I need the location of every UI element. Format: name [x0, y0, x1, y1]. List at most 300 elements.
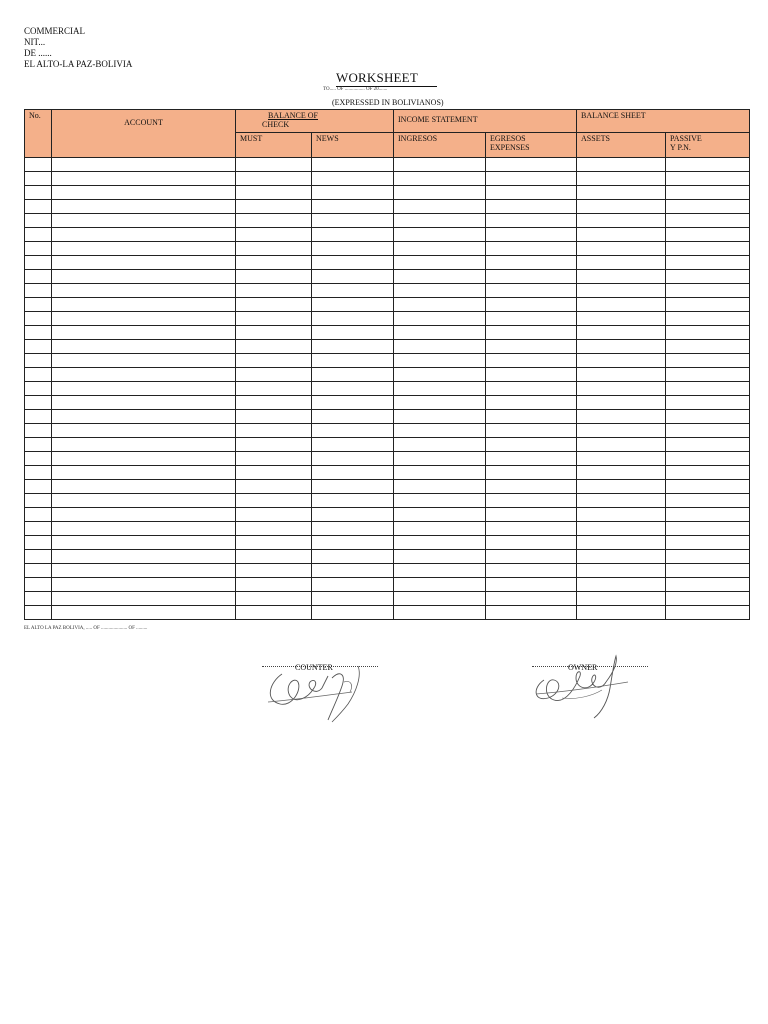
header-balance-sheet: BALANCE SHEET [577, 110, 750, 133]
table-row [25, 284, 750, 298]
cell-must [236, 298, 312, 312]
cell-egresos [486, 284, 577, 298]
cell-must [236, 228, 312, 242]
table-row [25, 578, 750, 592]
cell-news [312, 424, 394, 438]
place-date-line: EL ALTO LA PAZ BOLIVIA, ..... OF ..................... OF ......... [24, 626, 148, 631]
cell-account [52, 242, 236, 256]
cell-ingresos [394, 396, 486, 410]
cell-must [236, 200, 312, 214]
cell-no [25, 312, 52, 326]
cell-assets [577, 186, 666, 200]
balance-of-line2: CHECK [262, 120, 290, 129]
cell-account [52, 172, 236, 186]
cell-assets [577, 550, 666, 564]
cell-account [52, 522, 236, 536]
document-subtitle: (EXPRESSED IN BOLIVIANOS) [332, 98, 444, 107]
cell-news [312, 368, 394, 382]
table-row [25, 564, 750, 578]
cell-no [25, 354, 52, 368]
cell-ingresos [394, 438, 486, 452]
cell-news [312, 172, 394, 186]
table-row [25, 158, 750, 172]
cell-must [236, 242, 312, 256]
cell-ingresos [394, 382, 486, 396]
cell-no [25, 382, 52, 396]
cell-ingresos [394, 606, 486, 620]
cell-egresos [486, 326, 577, 340]
cell-egresos [486, 382, 577, 396]
cell-must [236, 550, 312, 564]
cell-assets [577, 256, 666, 270]
cell-news [312, 298, 394, 312]
cell-passive [666, 606, 750, 620]
cell-must [236, 592, 312, 606]
cell-must [236, 382, 312, 396]
cell-egresos [486, 564, 577, 578]
cell-account [52, 396, 236, 410]
cell-assets [577, 410, 666, 424]
cell-ingresos [394, 172, 486, 186]
cell-must [236, 424, 312, 438]
cell-must [236, 522, 312, 536]
table-row [25, 508, 750, 522]
cell-egresos [486, 424, 577, 438]
cell-no [25, 242, 52, 256]
cell-account [52, 410, 236, 424]
cell-news [312, 242, 394, 256]
cell-no [25, 592, 52, 606]
cell-assets [577, 606, 666, 620]
cell-no [25, 200, 52, 214]
cell-ingresos [394, 410, 486, 424]
cell-egresos [486, 508, 577, 522]
cell-news [312, 326, 394, 340]
cell-passive [666, 396, 750, 410]
cell-no [25, 172, 52, 186]
cell-no [25, 396, 52, 410]
cell-must [236, 186, 312, 200]
cell-egresos [486, 550, 577, 564]
cell-egresos [486, 480, 577, 494]
table-row [25, 382, 750, 396]
cell-news [312, 270, 394, 284]
cell-no [25, 452, 52, 466]
cell-account [52, 550, 236, 564]
cell-must [236, 256, 312, 270]
cell-assets [577, 368, 666, 382]
cell-assets [577, 340, 666, 354]
table-row [25, 172, 750, 186]
header-must: MUST [236, 133, 312, 158]
cell-assets [577, 326, 666, 340]
cell-egresos [486, 256, 577, 270]
cell-egresos [486, 214, 577, 228]
cell-passive [666, 214, 750, 228]
cell-passive [666, 382, 750, 396]
header-account: ACCOUNT [52, 110, 236, 158]
header-news: NEWS [312, 133, 394, 158]
cell-assets [577, 270, 666, 284]
cell-no [25, 578, 52, 592]
cell-news [312, 508, 394, 522]
counter-signature-block [262, 652, 382, 722]
cell-passive [666, 480, 750, 494]
company-header [24, 26, 132, 70]
cell-passive [666, 424, 750, 438]
cell-must [236, 396, 312, 410]
cell-assets [577, 284, 666, 298]
table-row [25, 368, 750, 382]
cell-passive [666, 312, 750, 326]
cell-passive [666, 200, 750, 214]
cell-assets [577, 242, 666, 256]
cell-passive [666, 284, 750, 298]
cell-must [236, 326, 312, 340]
cell-ingresos [394, 354, 486, 368]
cell-news [312, 256, 394, 270]
balance-of-line1: BALANCE OF [268, 111, 319, 120]
cell-must [236, 214, 312, 228]
cell-no [25, 326, 52, 340]
cell-assets [577, 480, 666, 494]
table-row [25, 522, 750, 536]
cell-account [52, 186, 236, 200]
header-assets: ASSETS [577, 133, 666, 158]
cell-egresos [486, 172, 577, 186]
table-row [25, 494, 750, 508]
header-balance-of-check [236, 110, 394, 133]
cell-passive [666, 354, 750, 368]
cell-ingresos [394, 494, 486, 508]
cell-passive [666, 228, 750, 242]
cell-passive [666, 494, 750, 508]
cell-assets [577, 396, 666, 410]
cell-news [312, 200, 394, 214]
cell-no [25, 410, 52, 424]
cell-must [236, 452, 312, 466]
table-row [25, 186, 750, 200]
cell-news [312, 466, 394, 480]
cell-assets [577, 452, 666, 466]
period-line: TO..... OF ................ OF 20....... [323, 87, 388, 92]
cell-must [236, 438, 312, 452]
cell-must [236, 578, 312, 592]
cell-ingresos [394, 256, 486, 270]
cell-passive [666, 326, 750, 340]
cell-egresos [486, 536, 577, 550]
cell-egresos [486, 452, 577, 466]
cell-passive [666, 298, 750, 312]
cell-no [25, 368, 52, 382]
cell-no [25, 340, 52, 354]
cell-ingresos [394, 158, 486, 172]
cell-assets [577, 172, 666, 186]
cell-passive [666, 592, 750, 606]
cell-egresos [486, 368, 577, 382]
cell-news [312, 550, 394, 564]
cell-ingresos [394, 242, 486, 256]
cell-news [312, 480, 394, 494]
cell-account [52, 256, 236, 270]
cell-no [25, 256, 52, 270]
cell-assets [577, 158, 666, 172]
cell-assets [577, 298, 666, 312]
cell-passive [666, 452, 750, 466]
passive-pn-label: Y P.N. [670, 143, 691, 152]
passive-label: PASSIVE [670, 134, 702, 143]
cell-account [52, 326, 236, 340]
cell-assets [577, 536, 666, 550]
table-row [25, 256, 750, 270]
header-ingresos: INGRESOS [394, 133, 486, 158]
cell-assets [577, 522, 666, 536]
table-row [25, 242, 750, 256]
cell-account [52, 214, 236, 228]
table-row [25, 354, 750, 368]
cell-news [312, 578, 394, 592]
cell-egresos [486, 340, 577, 354]
cell-egresos [486, 396, 577, 410]
cell-no [25, 298, 52, 312]
cell-no [25, 284, 52, 298]
company-name: COMMERCIAL [24, 26, 86, 36]
cell-news [312, 410, 394, 424]
cell-assets [577, 382, 666, 396]
cell-passive [666, 564, 750, 578]
cell-no [25, 270, 52, 284]
cell-ingresos [394, 592, 486, 606]
cell-account [52, 158, 236, 172]
cell-ingresos [394, 200, 486, 214]
cell-passive [666, 368, 750, 382]
cell-account [52, 536, 236, 550]
table-row [25, 592, 750, 606]
table-row [25, 340, 750, 354]
table-row [25, 438, 750, 452]
cell-passive [666, 270, 750, 284]
table-row [25, 214, 750, 228]
cell-ingresos [394, 508, 486, 522]
table-row [25, 466, 750, 480]
egresos-label: EGRESOS [490, 134, 526, 143]
cell-no [25, 466, 52, 480]
cell-news [312, 158, 394, 172]
cell-ingresos [394, 368, 486, 382]
worksheet-table [24, 109, 750, 620]
cell-egresos [486, 158, 577, 172]
table-row [25, 298, 750, 312]
company-location: EL ALTO-LA PAZ-BOLIVIA [24, 59, 133, 69]
cell-account [52, 466, 236, 480]
cell-no [25, 158, 52, 172]
cell-account [52, 438, 236, 452]
cell-assets [577, 438, 666, 452]
cell-no [25, 424, 52, 438]
cell-news [312, 564, 394, 578]
cell-passive [666, 522, 750, 536]
cell-must [236, 410, 312, 424]
cell-ingresos [394, 452, 486, 466]
table-row [25, 200, 750, 214]
cell-assets [577, 508, 666, 522]
cell-account [52, 494, 236, 508]
cell-account [52, 592, 236, 606]
table-row [25, 550, 750, 564]
company-de: DE ...... [24, 48, 52, 58]
cell-account [52, 340, 236, 354]
cell-account [52, 368, 236, 382]
cell-assets [577, 592, 666, 606]
cell-egresos [486, 186, 577, 200]
cell-news [312, 438, 394, 452]
cell-news [312, 522, 394, 536]
cell-news [312, 592, 394, 606]
cell-ingresos [394, 270, 486, 284]
company-nit: NIT... [24, 37, 46, 47]
cell-ingresos [394, 536, 486, 550]
table-row [25, 424, 750, 438]
cell-must [236, 172, 312, 186]
cell-must [236, 312, 312, 326]
cell-egresos [486, 578, 577, 592]
cell-egresos [486, 298, 577, 312]
cell-egresos [486, 438, 577, 452]
cell-passive [666, 578, 750, 592]
worksheet-body [25, 158, 750, 620]
cell-no [25, 228, 52, 242]
cell-ingresos [394, 466, 486, 480]
table-row [25, 480, 750, 494]
cell-ingresos [394, 522, 486, 536]
cell-ingresos [394, 550, 486, 564]
table-row [25, 270, 750, 284]
table-row [25, 606, 750, 620]
cell-passive [666, 242, 750, 256]
cell-ingresos [394, 326, 486, 340]
cell-ingresos [394, 228, 486, 242]
cell-no [25, 438, 52, 452]
cell-no [25, 508, 52, 522]
cell-news [312, 452, 394, 466]
cell-passive [666, 536, 750, 550]
cell-no [25, 536, 52, 550]
cell-no [25, 564, 52, 578]
cell-passive [666, 158, 750, 172]
cell-egresos [486, 228, 577, 242]
cell-account [52, 382, 236, 396]
cell-must [236, 564, 312, 578]
cell-must [236, 270, 312, 284]
header-passive [666, 133, 750, 158]
cell-account [52, 354, 236, 368]
cell-ingresos [394, 564, 486, 578]
table-row [25, 452, 750, 466]
cell-assets [577, 578, 666, 592]
cell-passive [666, 172, 750, 186]
cell-passive [666, 550, 750, 564]
cell-assets [577, 200, 666, 214]
cell-account [52, 564, 236, 578]
cell-account [52, 424, 236, 438]
cell-ingresos [394, 480, 486, 494]
table-row [25, 228, 750, 242]
cell-no [25, 186, 52, 200]
cell-egresos [486, 606, 577, 620]
document-title: WORKSHEET [336, 70, 418, 85]
cell-assets [577, 228, 666, 242]
cell-news [312, 228, 394, 242]
cell-assets [577, 494, 666, 508]
cell-news [312, 214, 394, 228]
counter-label: COUNTER [295, 663, 333, 672]
cell-account [52, 200, 236, 214]
cell-must [236, 606, 312, 620]
cell-account [52, 228, 236, 242]
cell-ingresos [394, 578, 486, 592]
cell-passive [666, 438, 750, 452]
cell-ingresos [394, 312, 486, 326]
cell-news [312, 354, 394, 368]
table-row [25, 410, 750, 424]
cell-must [236, 466, 312, 480]
table-row [25, 326, 750, 340]
cell-news [312, 606, 394, 620]
cell-egresos [486, 466, 577, 480]
cell-account [52, 606, 236, 620]
cell-passive [666, 186, 750, 200]
table-row [25, 536, 750, 550]
cell-news [312, 186, 394, 200]
cell-no [25, 550, 52, 564]
cell-ingresos [394, 284, 486, 298]
cell-assets [577, 214, 666, 228]
cell-must [236, 284, 312, 298]
cell-account [52, 298, 236, 312]
cell-egresos [486, 592, 577, 606]
header-income-statement: INCOME STATEMENT [394, 110, 577, 133]
cell-news [312, 494, 394, 508]
table-row [25, 396, 750, 410]
expenses-label: EXPENSES [490, 143, 530, 152]
cell-egresos [486, 522, 577, 536]
cell-egresos [486, 494, 577, 508]
table-row [25, 312, 750, 326]
cell-egresos [486, 270, 577, 284]
header-no: No. [25, 110, 52, 158]
cell-must [236, 354, 312, 368]
cell-must [236, 494, 312, 508]
cell-must [236, 340, 312, 354]
cell-account [52, 578, 236, 592]
cell-ingresos [394, 298, 486, 312]
cell-no [25, 214, 52, 228]
cell-egresos [486, 200, 577, 214]
cell-ingresos [394, 214, 486, 228]
cell-must [236, 508, 312, 522]
cell-news [312, 340, 394, 354]
cell-egresos [486, 354, 577, 368]
cell-no [25, 480, 52, 494]
cell-no [25, 606, 52, 620]
cell-assets [577, 466, 666, 480]
cell-news [312, 396, 394, 410]
cell-must [236, 158, 312, 172]
cell-no [25, 494, 52, 508]
cell-account [52, 270, 236, 284]
cell-account [52, 312, 236, 326]
cell-assets [577, 312, 666, 326]
